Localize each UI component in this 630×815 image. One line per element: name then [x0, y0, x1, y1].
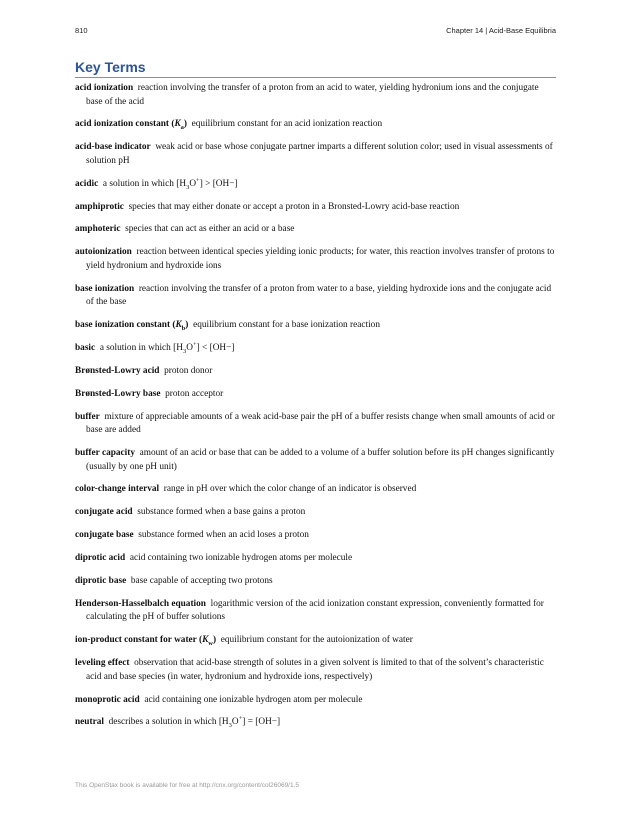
term-word: leveling effect [75, 658, 130, 669]
symbol-letter: K [174, 119, 181, 130]
term-entry [75, 575, 557, 589]
definition-text: ] < [OH−] [196, 343, 235, 354]
term-entry [75, 223, 557, 237]
term-entry [75, 178, 557, 192]
term-definition: equilibrium constant for the autoionization of water [220, 635, 413, 646]
formula-superscript: + [192, 340, 197, 348]
term-symbol: $(K_a)$ [169, 119, 187, 132]
term-definition: substance formed when a base gains a proton [137, 507, 306, 518]
term-definition: reaction involving the transfer of a proton from water to a base, yielding hydroxide ions and the conjugate acid of the base [86, 283, 552, 308]
term-word: buffer [75, 411, 100, 422]
term-word: diprotic base [75, 576, 127, 587]
term-entry [75, 411, 557, 438]
term-word: neutral [75, 717, 104, 728]
term-definition: mixture of appreciable amounts of a weak acid-base pair the pH of a buffer resists change when small amounts of acid or base are added [86, 411, 555, 436]
definition-text: O [231, 717, 239, 728]
term-definition: amount of an acid or base that can be added to a volume of a buffer solution before its pH changes significantly (usually by one pH unit) [86, 448, 555, 472]
term-definition: observation that acid-base strength of solutes in a given solvent is limited to that of the solvent’s characteristic acid and base species (in water, hydronium and hydroxide ions, respectively) [86, 658, 544, 682]
term-entry [75, 447, 557, 474]
term-definition: species that may either donate or accept a proton in a Bronsted-Lowry acid-base reaction [128, 201, 460, 212]
symbol-letter: K [175, 320, 182, 331]
term-definition: proton donor [164, 365, 213, 376]
formula-subscript: 3 [182, 347, 187, 355]
term-word: basic [75, 343, 96, 354]
symbol-subscript: a [180, 124, 184, 132]
term-definition: reaction involving the transfer of a proton from an acid to water, yielding hydronium ions and the conjugate base of the acid [86, 83, 539, 107]
term-entry [75, 118, 557, 132]
page-number: 810 [75, 26, 88, 35]
definition-text: describes a solution in which [H [108, 717, 229, 728]
term-entry [75, 388, 557, 402]
term-entry [75, 141, 557, 168]
symbol-subscript: b [181, 324, 186, 332]
term-definition [108, 715, 281, 730]
term-word: conjugate acid [75, 507, 133, 518]
term-entry [75, 598, 557, 625]
term-entry [75, 365, 557, 379]
term-definition: equilibrium constant for an acid ionization reaction [191, 119, 383, 130]
term-entry [75, 634, 557, 648]
definition-text: ] = [OH−] [242, 717, 281, 728]
term-definition: reaction between identical species yielding ionic products; for water, this reaction involves transfer of protons to yield hydronium and hydroxide ions [86, 247, 555, 271]
term-entry [75, 552, 557, 566]
term-entry [75, 716, 557, 730]
term-definition: proton acceptor [165, 388, 224, 399]
definition-text: a solution in which [H [99, 343, 183, 354]
term-entry [75, 529, 557, 543]
term-definition [99, 340, 235, 355]
term-symbol: $(K_w)$ [196, 635, 217, 648]
term-word: Brønsted-Lowry acid [75, 365, 160, 376]
term-word: autoionization [75, 247, 132, 258]
term-word: base ionization constant [75, 320, 171, 331]
section-title: Key Terms [75, 59, 556, 78]
term-entry [75, 246, 557, 273]
term-definition: range in pH over which the color change of an indicator is observed [163, 484, 417, 495]
term-word: amphoteric [75, 224, 121, 235]
term-word: acid ionization [75, 83, 134, 93]
term-entry [75, 342, 557, 356]
chapter-title: Chapter 14 | Acid-Base Equilibria [446, 26, 556, 35]
term-word: amphiprotic [75, 201, 124, 212]
formula-superscript: + [196, 176, 200, 184]
term-word: Brønsted-Lowry base [75, 388, 161, 399]
term-definition: equilibrium constant for a base ionization reaction [193, 320, 380, 331]
term-definition [102, 176, 238, 191]
term-word: color-change interval [75, 484, 160, 495]
term-word: diprotic acid [75, 553, 126, 564]
formula-superscript: + [238, 715, 243, 723]
term-definition: acid containing one ionizable hydrogen atom per molecule [144, 694, 363, 705]
term-entry [75, 657, 557, 684]
term-definition: species that can act as either an acid or a base [125, 224, 295, 235]
term-definition: base capable of accepting two protons [130, 576, 273, 587]
term-word: monoprotic acid [75, 694, 140, 705]
term-entry [75, 283, 557, 310]
term-definition: logarithmic version of the acid ionization constant expression, conveniently formatted for calculating the pH of buffer solutions [86, 598, 544, 623]
symbol-subscript: w [208, 640, 213, 648]
term-entry [75, 201, 557, 215]
definition-text: O [186, 343, 193, 354]
symbol-letter: K [202, 635, 209, 646]
definition-text: O [189, 178, 197, 189]
term-entry [75, 506, 557, 520]
term-entry [75, 319, 557, 333]
term-symbol: $(K_b)$ [170, 320, 189, 332]
term-word: buffer capacity [75, 448, 135, 459]
formula-subscript: 3 [186, 183, 190, 191]
term-word: acid ionization constant [75, 119, 170, 130]
term-entry [75, 82, 557, 109]
page-footer: This OpenStax book is available for free at http://cnx.org/content/col26069/1.5 [75, 782, 300, 789]
term-definition: acid containing two ionizable hydrogen atoms per molecule [129, 553, 353, 564]
term-definition: weak acid or base whose conjugate partner imparts a different solution color; used in visual assessments of solution pH [86, 142, 553, 166]
definition-text: ] > [OH−] [199, 178, 238, 189]
term-word: conjugate base [75, 530, 134, 541]
key-terms-list [75, 82, 557, 730]
term-entry [75, 694, 557, 708]
term-definition: substance formed when an acid loses a proton [138, 530, 309, 541]
term-entry [75, 483, 557, 497]
term-word: Henderson-Hasselbalch equation [75, 598, 206, 609]
formula-subscript: 3 [228, 722, 232, 730]
term-word: acidic [75, 178, 99, 189]
definition-text: a solution in which [H [102, 178, 187, 189]
term-word: base ionization [75, 283, 135, 294]
term-word: ion-product constant for water [75, 635, 197, 646]
term-word: acid-base indicator [75, 142, 151, 153]
